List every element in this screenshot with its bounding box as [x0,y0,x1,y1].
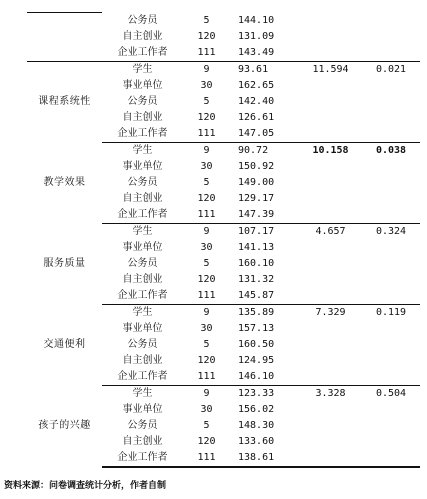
mean-rank-cell: 133.60 [238,436,275,447]
group-cell: 企业工作者 [102,288,183,305]
category-cell [27,29,102,45]
mean-rank-cell: 147.05 [230,126,299,143]
group-cell: 学生 [132,226,153,237]
group-cell: 事业单位 [122,80,163,91]
p-value-cell [362,240,420,256]
table-row [27,62,420,79]
mean-rank-cell: 131.32 [238,274,275,285]
chi-square-cell: 7.329 [315,307,346,318]
chi-square-cell: 4.657 [315,226,346,237]
table-row [27,305,420,322]
group-cell: 学生 [132,388,153,399]
table-row [27,143,420,160]
p-value-cell [362,78,420,94]
mean-rank-cell: 162.65 [238,80,275,91]
mean-rank-cell: 93.61 [238,64,269,75]
source-note: 资料来源：问卷调查统计分析，作者自制 [4,481,167,491]
p-value-cell [362,434,420,450]
mean-rank-cell: 157.13 [238,323,275,334]
mean-rank-cell: 123.33 [238,388,275,399]
chi-square-cell [299,126,362,143]
group-cell: 自主创业 [122,193,163,204]
mean-rank-cell: 135.89 [238,307,275,318]
category-cell: 课程系统性 [38,96,91,108]
category-cell: 教学效果 [43,177,86,188]
n-cell: 5 [203,15,210,26]
p-value-cell [362,175,420,191]
group-cell: 事业单位 [122,323,163,334]
p-value-cell: 0.021 [375,64,407,75]
n-cell: 111 [183,126,230,143]
chi-square-cell [299,272,362,288]
chi-square-cell [299,13,362,29]
n-cell: 9 [203,226,210,237]
mean-rank-cell: 129.17 [238,193,275,204]
mean-rank-cell: 131.09 [238,31,275,42]
p-value-cell [362,321,420,337]
p-value-cell [362,207,420,224]
mean-rank-cell: 90.72 [238,145,269,156]
group-cell: 企业工作者 [102,126,183,143]
table-row [27,386,420,403]
chi-square-cell [299,321,362,337]
chi-square-cell [299,110,362,126]
table-row [27,45,420,62]
mean-rank-cell: 149.00 [238,177,275,188]
chi-square-cell [299,402,362,418]
p-value-cell [362,45,420,62]
group-cell: 事业单位 [122,161,163,172]
group-cell: 公务员 [127,177,158,188]
chi-square-cell [299,207,362,224]
chi-square-cell: 11.594 [312,64,349,75]
category-cell [27,45,102,62]
mean-rank-cell: 144.10 [238,15,275,26]
chi-square-cell [299,288,362,305]
group-cell: 公务员 [127,96,158,107]
mean-rank-cell: 124.95 [238,355,275,366]
n-cell: 30 [200,242,213,253]
p-value-cell [362,191,420,207]
n-cell: 30 [200,323,213,334]
group-cell: 学生 [132,145,153,156]
mean-rank-cell: 143.49 [230,45,299,62]
table-row [27,224,420,241]
n-cell: 111 [183,450,230,467]
mean-rank-cell: 160.10 [238,258,275,269]
p-value-cell [362,402,420,418]
n-cell: 5 [203,258,210,269]
n-cell: 9 [203,388,210,399]
p-value-cell [362,337,420,353]
category-cell: 孩子的兴趣 [38,420,91,432]
group-cell: 学生 [132,307,153,318]
mean-rank-cell: 148.30 [238,420,275,431]
group-cell: 自主创业 [122,355,163,366]
mean-rank-cell: 156.02 [238,404,275,415]
p-value-cell [362,256,420,272]
chi-square-cell [299,434,362,450]
group-cell: 企业工作者 [102,207,183,224]
n-cell: 111 [183,45,230,62]
mean-rank-cell: 146.10 [230,369,299,386]
group-cell: 企业工作者 [102,450,183,467]
p-value-cell: 0.038 [375,145,407,156]
p-value-cell [362,13,420,29]
p-value-cell: 0.324 [375,226,407,237]
n-cell: 120 [197,31,216,42]
n-cell: 30 [200,161,213,172]
chi-square-cell [299,78,362,94]
group-cell: 自主创业 [122,436,163,447]
n-cell: 120 [197,436,216,447]
chi-square-cell [299,256,362,272]
p-value-cell [362,450,420,467]
group-cell: 事业单位 [122,404,163,415]
n-cell: 5 [203,177,210,188]
mean-rank-cell: 160.50 [238,339,275,350]
p-value-cell [362,159,420,175]
chi-square-cell [299,175,362,191]
p-value-cell [362,110,420,126]
n-cell: 5 [203,339,210,350]
mean-rank-cell: 138.61 [230,450,299,467]
group-cell: 学生 [132,64,153,75]
n-cell: 111 [183,369,230,386]
chi-square-cell [299,45,362,62]
n-cell: 9 [203,64,210,75]
table-body [27,13,420,467]
group-cell: 自主创业 [122,274,163,285]
n-cell: 120 [197,274,216,285]
category-cell [27,13,102,29]
n-cell: 5 [203,96,210,107]
mean-rank-cell: 145.87 [230,288,299,305]
p-value-cell [362,288,420,305]
group-cell: 公务员 [127,15,158,26]
chi-square-cell [299,353,362,369]
p-value-cell [362,126,420,143]
mean-rank-cell: 147.39 [230,207,299,224]
n-cell: 30 [200,80,213,91]
group-cell: 企业工作者 [102,369,183,386]
n-cell: 30 [200,404,213,415]
p-value-cell [362,272,420,288]
chi-square-cell [299,369,362,386]
group-cell: 公务员 [127,258,158,269]
n-cell: 111 [183,288,230,305]
category-cell: 交通便利 [43,339,86,350]
table-row [27,29,420,45]
kruskal-wallis-table [27,13,420,468]
n-cell: 9 [203,145,210,156]
group-cell: 事业单位 [122,242,163,253]
p-value-cell: 0.119 [375,307,407,318]
chi-square-cell: 10.158 [312,145,349,156]
p-value-cell [362,369,420,386]
group-cell: 自主创业 [122,112,163,123]
n-cell: 111 [183,207,230,224]
chi-square-cell: 3.328 [315,388,346,399]
chi-square-cell [299,94,362,110]
group-cell: 公务员 [127,420,158,431]
mean-rank-cell: 107.17 [238,226,275,237]
table-row [27,13,420,29]
chi-square-cell [299,159,362,175]
group-cell: 公务员 [127,339,158,350]
chi-square-cell [299,418,362,434]
group-cell: 企业工作者 [102,45,183,62]
n-cell: 5 [203,420,210,431]
chi-square-cell [299,191,362,207]
mean-rank-cell: 126.61 [238,112,275,123]
chi-square-cell [299,29,362,45]
n-cell: 120 [197,193,216,204]
p-value-cell: 0.504 [375,388,407,399]
p-value-cell [362,418,420,434]
n-cell: 9 [203,307,210,318]
p-value-cell [362,94,420,110]
chi-square-cell [299,450,362,467]
group-cell: 自主创业 [122,31,163,42]
category-cell: 服务质量 [43,258,86,269]
chi-square-cell [299,240,362,256]
n-cell: 120 [197,112,216,123]
n-cell: 120 [197,355,216,366]
mean-rank-cell: 142.40 [238,96,275,107]
mean-rank-cell: 141.13 [238,242,275,253]
mean-rank-cell: 150.92 [238,161,275,172]
chi-square-cell [299,337,362,353]
p-value-cell [362,353,420,369]
p-value-cell [362,29,420,45]
